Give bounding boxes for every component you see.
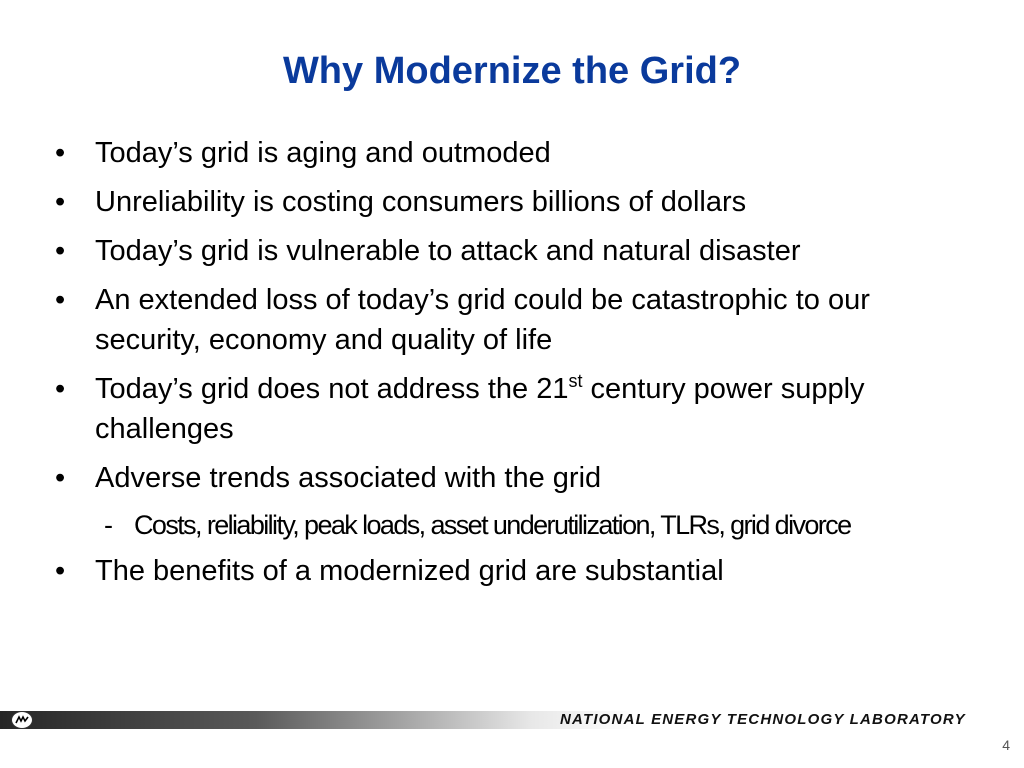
bullet-item [55, 182, 975, 222]
bullet-text-part: Today’s grid does not address the 21 [95, 373, 569, 405]
bullet-item [55, 231, 975, 271]
bullet-item [55, 133, 975, 173]
bullet-dot: • [55, 284, 66, 316]
bullet-item [55, 280, 975, 360]
bullet-dot: • [55, 186, 66, 218]
lab-name: NATIONAL ENERGY TECHNOLOGY LABORATORY [560, 711, 966, 728]
bullet-dot: • [55, 137, 66, 169]
bullet-item [55, 551, 975, 591]
bullet-dot: • [55, 462, 66, 494]
bullet-item [55, 458, 975, 498]
bullet-item [55, 369, 975, 449]
bullet-list [55, 133, 975, 600]
sub-bullet-dash: - [104, 510, 112, 540]
page-number: 4 [1002, 737, 1010, 753]
sub-bullet-item [104, 505, 954, 545]
logo-mark [15, 715, 29, 725]
netl-logo-icon [11, 711, 33, 729]
bullet-text: Today’s grid is vulnerable to attack and natural disaster [95, 235, 801, 267]
bullet-dot: • [55, 373, 66, 405]
bullet-text: Unreliability is costing consumers billions of dollars [95, 186, 747, 218]
bullet-text: Today’s grid is aging and outmoded [95, 137, 551, 169]
bullet-text: Adverse trends associated with the grid [95, 462, 602, 494]
slide-title: Why Modernize the Grid? [282, 50, 742, 92]
bullet-dot: • [55, 555, 66, 587]
ordinal-superscript: st [568, 371, 583, 391]
bullet-text-part: century power supply challenges [95, 373, 865, 445]
sub-bullet-text: Costs, reliability, peak loads, asset underutilization, TLRs, grid divorce [134, 510, 851, 540]
bullet-dot: • [55, 235, 66, 267]
bullet-text: The benefits of a modernized grid are substantial [95, 555, 724, 587]
bullet-text: An extended loss of today’s grid could be catastrophic to our security, economy and quality of life [95, 284, 870, 356]
